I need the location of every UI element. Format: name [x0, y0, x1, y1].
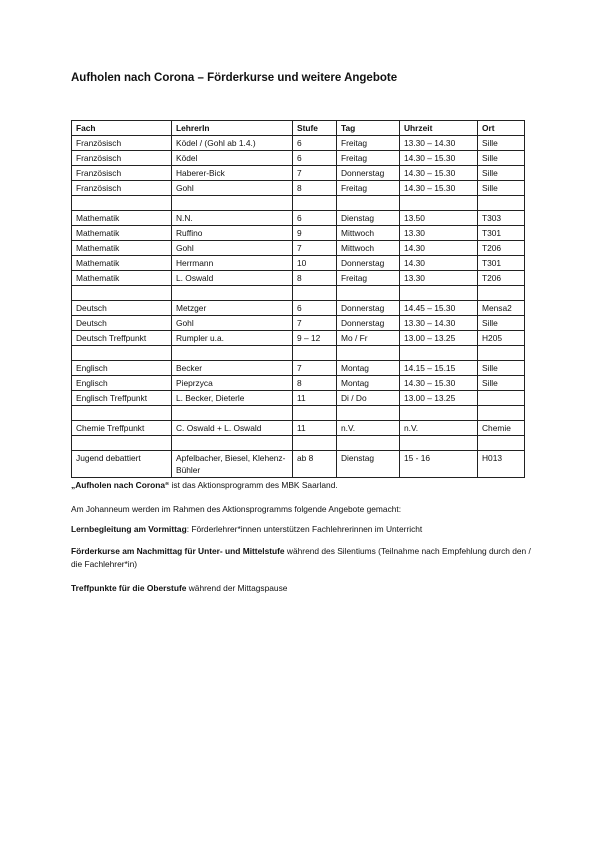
cell-lehrerin: Gohl — [172, 316, 293, 331]
cell-ort: T206 — [478, 241, 525, 256]
cell-lehrerin: Ködel / (Gohl ab 1.4.) — [172, 136, 293, 151]
cell-fach: Mathematik — [72, 211, 172, 226]
cell-stufe: 8 — [293, 271, 337, 286]
cell-tag: Mo / Fr — [337, 331, 400, 346]
cell-tag: Mittwoch — [337, 241, 400, 256]
cell-stufe: 6 — [293, 211, 337, 226]
cell-ort: Sille — [478, 151, 525, 166]
cell-ort: T301 — [478, 226, 525, 241]
cell-lehrerin: Herrmann — [172, 256, 293, 271]
cell-lehrerin — [172, 196, 293, 211]
cell-fach: Französisch — [72, 136, 172, 151]
cell-ort — [478, 436, 525, 451]
paragraph-bold: „Aufholen nach Corona“ — [71, 480, 170, 490]
cell-lehrerin — [172, 436, 293, 451]
cell-fach: Deutsch Treffpunkt — [72, 331, 172, 346]
cell-fach — [72, 286, 172, 301]
cell-uhrzeit: 14.30 – 15.30 — [400, 376, 478, 391]
cell-uhrzeit — [400, 406, 478, 421]
cell-uhrzeit — [400, 196, 478, 211]
cell-uhrzeit: 13.00 – 13.25 — [400, 331, 478, 346]
paragraph-intro — [71, 503, 531, 516]
table-row — [72, 271, 525, 286]
cell-uhrzeit — [400, 286, 478, 301]
cell-ort — [478, 196, 525, 211]
cell-fach — [72, 406, 172, 421]
cell-stufe: 8 — [293, 181, 337, 196]
cell-stufe: 8 — [293, 376, 337, 391]
cell-ort: T303 — [478, 211, 525, 226]
cell-uhrzeit: 14.15 – 15.15 — [400, 361, 478, 376]
cell-uhrzeit — [400, 436, 478, 451]
paragraph-bold: Förderkurse am Nachmittag für Unter- und Mittelstufe — [71, 546, 285, 556]
cell-lehrerin — [172, 286, 293, 301]
header-uhrzeit: Uhrzeit — [400, 121, 478, 136]
cell-fach: Mathematik — [72, 226, 172, 241]
cell-lehrerin: Metzger — [172, 301, 293, 316]
cell-uhrzeit: 14.30 – 15.30 — [400, 151, 478, 166]
table-body — [72, 136, 525, 478]
table-row — [72, 391, 525, 406]
cell-stufe: 7 — [293, 361, 337, 376]
cell-fach — [72, 346, 172, 361]
paragraph-treffpunkte — [71, 582, 531, 595]
cell-stufe — [293, 196, 337, 211]
cell-uhrzeit: 13.30 — [400, 271, 478, 286]
table-row — [72, 226, 525, 241]
table-header-row — [72, 121, 525, 136]
cell-ort — [478, 346, 525, 361]
paragraph-program — [71, 479, 531, 492]
table-row — [72, 241, 525, 256]
cell-tag: Freitag — [337, 151, 400, 166]
cell-fach: Mathematik — [72, 256, 172, 271]
paragraph-text: während des Silentiums (Teilnahme nach Empfehlung durch den / die Fachlehrer*in) — [71, 546, 531, 569]
cell-lehrerin: Becker — [172, 361, 293, 376]
cell-lehrerin: Gohl — [172, 241, 293, 256]
cell-fach: Mathematik — [72, 271, 172, 286]
offers-table — [71, 120, 525, 478]
table-row — [72, 151, 525, 166]
cell-ort: Sille — [478, 181, 525, 196]
cell-tag: Donnerstag — [337, 256, 400, 271]
table-row — [72, 256, 525, 271]
paragraph-bold: Lernbegleitung am Vormittag — [71, 524, 187, 534]
cell-stufe: 11 — [293, 421, 337, 436]
cell-tag: Montag — [337, 361, 400, 376]
cell-ort: Sille — [478, 136, 525, 151]
cell-lehrerin — [172, 346, 293, 361]
cell-fach: Englisch Treffpunkt — [72, 391, 172, 406]
cell-uhrzeit: 14.45 – 15.30 — [400, 301, 478, 316]
table-row — [72, 421, 525, 436]
cell-lehrerin: N.N. — [172, 211, 293, 226]
cell-lehrerin: Pieprzyca — [172, 376, 293, 391]
table-row — [72, 361, 525, 376]
cell-fach: Mathematik — [72, 241, 172, 256]
header-stufe: Stufe — [293, 121, 337, 136]
cell-uhrzeit: 13.30 – 14.30 — [400, 136, 478, 151]
cell-fach: Jugend debattiert — [72, 451, 172, 478]
cell-ort: H013 — [478, 451, 525, 478]
cell-stufe: 10 — [293, 256, 337, 271]
cell-stufe — [293, 406, 337, 421]
table-row — [72, 196, 525, 211]
cell-lehrerin: Haberer-Bick — [172, 166, 293, 181]
cell-tag: Donnerstag — [337, 316, 400, 331]
cell-fach — [72, 436, 172, 451]
header-lehrerin: LehrerIn — [172, 121, 293, 136]
cell-lehrerin: Gohl — [172, 181, 293, 196]
cell-tag: Freitag — [337, 181, 400, 196]
cell-stufe: 6 — [293, 151, 337, 166]
table-row — [72, 286, 525, 301]
cell-uhrzeit: 14.30 — [400, 256, 478, 271]
cell-tag: Di / Do — [337, 391, 400, 406]
cell-ort: Sille — [478, 361, 525, 376]
page-title: Aufholen nach Corona – Förderkurse und weitere Angebote — [71, 72, 398, 84]
cell-fach: Englisch — [72, 376, 172, 391]
cell-stufe: 9 — [293, 226, 337, 241]
cell-tag: Freitag — [337, 136, 400, 151]
cell-ort: Mensa2 — [478, 301, 525, 316]
table-row — [72, 316, 525, 331]
paragraph-text: : Förderlehrer*innen unterstützen Fachlehrerinnen im Unterricht — [186, 524, 423, 534]
cell-fach: Französisch — [72, 181, 172, 196]
cell-lehrerin: Ruffino — [172, 226, 293, 241]
cell-lehrerin: Apfelbacher, Biesel, Klehenz-Bühler — [172, 451, 293, 478]
table-row — [72, 376, 525, 391]
table-row — [72, 346, 525, 361]
cell-fach: Französisch — [72, 151, 172, 166]
cell-tag: Mittwoch — [337, 226, 400, 241]
cell-ort: H205 — [478, 331, 525, 346]
cell-uhrzeit: 13.30 — [400, 226, 478, 241]
cell-tag — [337, 406, 400, 421]
table-row — [72, 181, 525, 196]
paragraph-lernbegleitung — [71, 523, 531, 536]
cell-ort: Chemie — [478, 421, 525, 436]
table-row — [72, 301, 525, 316]
cell-fach — [72, 196, 172, 211]
table-row — [72, 331, 525, 346]
cell-stufe: 7 — [293, 316, 337, 331]
table-row — [72, 211, 525, 226]
cell-uhrzeit: 14.30 — [400, 241, 478, 256]
cell-tag: n.V. — [337, 421, 400, 436]
header-tag: Tag — [337, 121, 400, 136]
cell-tag — [337, 346, 400, 361]
cell-tag: Donnerstag — [337, 301, 400, 316]
cell-tag — [337, 436, 400, 451]
cell-tag — [337, 286, 400, 301]
cell-stufe: 11 — [293, 391, 337, 406]
cell-stufe: 6 — [293, 136, 337, 151]
cell-uhrzeit: 15 - 16 — [400, 451, 478, 478]
paragraph-text: Am Johanneum werden im Rahmen des Aktionsprogramms folgende Angebote gemacht: — [71, 504, 402, 514]
cell-ort — [478, 406, 525, 421]
table-row — [72, 136, 525, 151]
cell-lehrerin: C. Oswald + L. Oswald — [172, 421, 293, 436]
cell-ort: Sille — [478, 166, 525, 181]
cell-tag: Dienstag — [337, 451, 400, 478]
header-ort: Ort — [478, 121, 525, 136]
cell-stufe: ab 8 — [293, 451, 337, 478]
cell-uhrzeit: 14.30 – 15.30 — [400, 181, 478, 196]
header-fach: Fach — [72, 121, 172, 136]
cell-ort: Sille — [478, 376, 525, 391]
cell-uhrzeit: 13.00 – 13.25 — [400, 391, 478, 406]
cell-uhrzeit: 13.50 — [400, 211, 478, 226]
cell-uhrzeit: 13.30 – 14.30 — [400, 316, 478, 331]
cell-stufe — [293, 286, 337, 301]
cell-tag: Montag — [337, 376, 400, 391]
cell-tag: Freitag — [337, 271, 400, 286]
table-row — [72, 406, 525, 421]
cell-stufe: 6 — [293, 301, 337, 316]
paragraph-text: ist das Aktionsprogramm des MBK Saarland. — [169, 480, 338, 490]
cell-lehrerin: L. Oswald — [172, 271, 293, 286]
cell-tag: Donnerstag — [337, 166, 400, 181]
cell-stufe: 7 — [293, 241, 337, 256]
cell-stufe: 9 – 12 — [293, 331, 337, 346]
cell-ort — [478, 286, 525, 301]
table-row — [72, 166, 525, 181]
cell-fach: Deutsch — [72, 316, 172, 331]
cell-ort: T301 — [478, 256, 525, 271]
paragraph-bold: Treffpunkte für die Oberstufe — [71, 583, 187, 593]
paragraph-text: während der Mittagspause — [186, 583, 288, 593]
cell-tag — [337, 196, 400, 211]
cell-stufe — [293, 346, 337, 361]
cell-ort: T206 — [478, 271, 525, 286]
cell-fach: Deutsch — [72, 301, 172, 316]
cell-ort — [478, 391, 525, 406]
cell-stufe — [293, 436, 337, 451]
cell-tag: Dienstag — [337, 211, 400, 226]
table-row — [72, 451, 525, 478]
paragraph-foerderkurse — [71, 545, 531, 570]
cell-lehrerin: L. Becker, Dieterle — [172, 391, 293, 406]
cell-uhrzeit — [400, 346, 478, 361]
cell-lehrerin: Rumpler u.a. — [172, 331, 293, 346]
cell-fach: Französisch — [72, 166, 172, 181]
cell-lehrerin — [172, 406, 293, 421]
cell-lehrerin: Ködel — [172, 151, 293, 166]
cell-uhrzeit: n.V. — [400, 421, 478, 436]
cell-ort: Sille — [478, 316, 525, 331]
cell-stufe: 7 — [293, 166, 337, 181]
cell-uhrzeit: 14.30 – 15.30 — [400, 166, 478, 181]
cell-fach: Chemie Treffpunkt — [72, 421, 172, 436]
table-row — [72, 436, 525, 451]
cell-fach: Englisch — [72, 361, 172, 376]
